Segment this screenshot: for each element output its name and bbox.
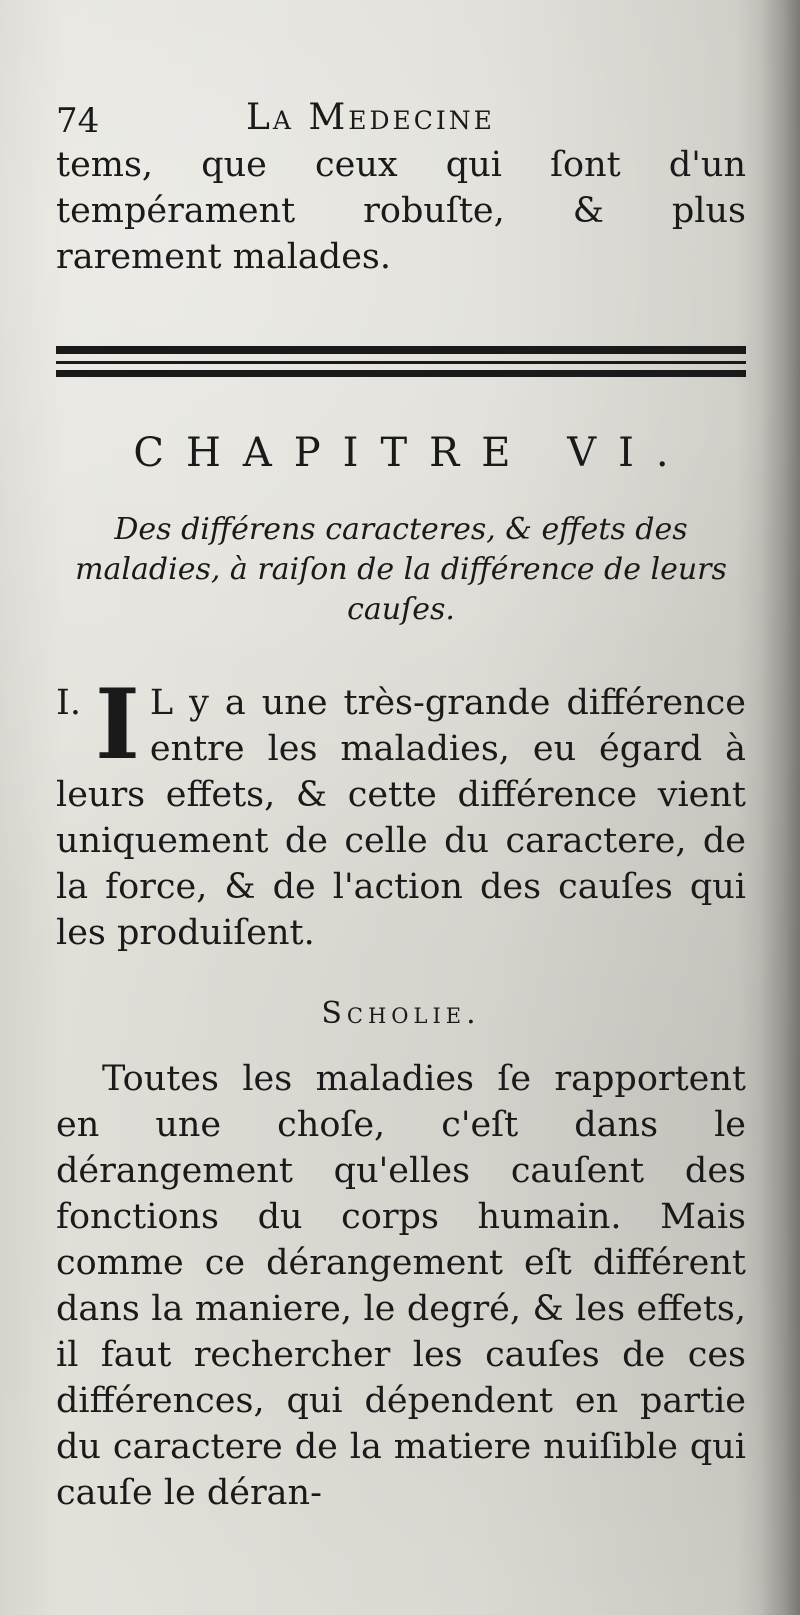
- page-header: [56, 92, 746, 148]
- section-numeral: I.: [56, 683, 81, 723]
- chapter-title: CHAPITRE VI.: [133, 430, 691, 476]
- section-1-paragraph: [56, 668, 746, 956]
- rule-thick-line-bottom: [56, 370, 746, 377]
- rule-thick-line: [56, 346, 746, 354]
- chapter-subtitle: Des différens caracteres, & effets des maladies, à raiſon de la différence de leurs cauſes.: [75, 512, 727, 627]
- page-edge-shadow: [760, 0, 800, 1615]
- drop-cap: I: [94, 668, 140, 781]
- scholie-paragraph: Toutes les maladies ſe rapportent en une choſe, c'eſt dans le dérangement qu'elles cauſent des fonctions du corps humain. Mais comme ce dérangement eſt différent dans la maniere, le degré, & les effets, il faut rechercher les cauſes de ces différences, qui dépendent en partie du caractere de la matiere nuiſible qui cauſe le déran-: [56, 1059, 746, 1513]
- running-head: La Medecine: [246, 97, 495, 138]
- continued-paragraph: tems, que ceux qui ſont d'un tempérament robuſte, & plus rarement malades.: [56, 145, 746, 277]
- section-1-text: L y a une très-grande différence entre les maladies, eu égard à leurs effets, & cette différence vient uniquement de celle du caractere, de la force, & de l'action des cauſes qui les produiſent.: [56, 683, 746, 953]
- rule-thin-line: [56, 361, 746, 364]
- chapter-rule: [56, 346, 746, 380]
- page-number: 74: [56, 101, 100, 141]
- scholie-heading: Scholie.: [321, 996, 481, 1031]
- page-content: [56, 92, 746, 1516]
